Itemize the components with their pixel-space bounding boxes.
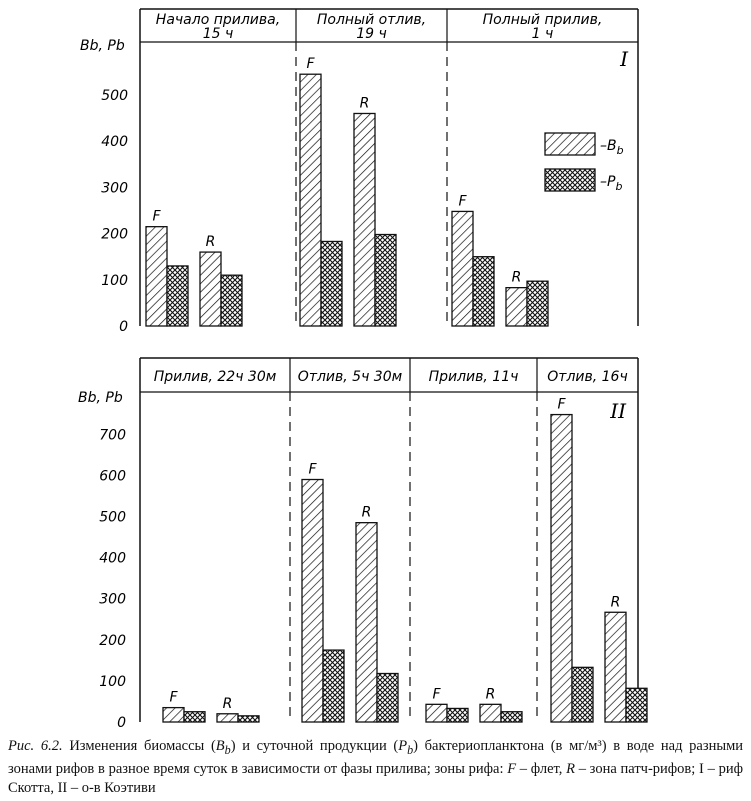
bar-production [501, 712, 522, 722]
bar-production [377, 674, 398, 722]
caption-text-1: Изменения биомассы ( [69, 738, 216, 754]
bar-zone-label: R [222, 695, 233, 712]
y-tick-label: 300 [99, 591, 126, 608]
y-tick-label: 700 [99, 427, 126, 444]
y-tick-label: 500 [101, 88, 128, 104]
group-header-time: 19 ч [356, 26, 387, 42]
bar-production [626, 688, 647, 722]
y-tick-label: 0 [119, 319, 128, 335]
caption-text-4: – флет, [516, 760, 567, 777]
bar-zone-label: F [557, 396, 566, 413]
caption-sub-p: b [407, 742, 414, 757]
bar-zone-label: R [610, 594, 621, 611]
bar-production [572, 667, 593, 722]
bar-biomass [506, 288, 527, 326]
bar-biomass [356, 523, 377, 722]
caption-var-b: B [215, 738, 225, 754]
y-tick-label: 0 [117, 715, 126, 731]
caption-sub-b: b [224, 742, 231, 757]
bar-zone-label: R [361, 504, 372, 521]
bar-biomass [551, 415, 572, 722]
group-header: Отлив, 16ч [547, 369, 628, 385]
group-header: Прилив, 22ч 30м [153, 369, 277, 385]
caption-text-2: ) и суточной продукции ( [230, 738, 399, 754]
caption-zone-f: F [507, 760, 517, 777]
group-header-time: 15 ч [202, 26, 234, 42]
bar-production [375, 235, 396, 326]
bar-production [323, 650, 344, 722]
panel-label: I [620, 47, 628, 71]
y-tick-label: 200 [99, 632, 126, 649]
bar-biomass [146, 227, 167, 326]
bar-biomass [605, 612, 626, 722]
bar-production [238, 716, 259, 722]
bar-zone-label: F [432, 686, 441, 703]
y-axis-label: Bb, Pb [78, 390, 123, 406]
caption-text-3: ) бактериопланктона (в мг/м³) в воде над разными зонами рифов в разное время суток в зависимости от фазы прилива; зоны рифа: [8, 738, 744, 777]
legend-swatch-Pb [545, 169, 595, 191]
y-tick-label: 400 [99, 550, 126, 567]
bar-production [167, 266, 188, 326]
caption-zone-r: R [566, 760, 575, 777]
bar-zone-label: F [308, 461, 317, 478]
panel-label: II [610, 399, 626, 423]
group-header: Полный отлив, [316, 12, 427, 28]
group-header: Прилив, 11ч [428, 369, 519, 385]
y-tick-label: 400 [101, 134, 128, 151]
bar-biomass [354, 113, 375, 326]
y-tick-label: 200 [101, 226, 128, 243]
bar-biomass [200, 252, 221, 326]
bar-zone-label: F [306, 56, 315, 73]
panel-I-chart [80, 9, 638, 335]
group-header: Начало прилива, [155, 12, 281, 28]
y-axis-label: Bb, Pb [80, 38, 125, 54]
bar-biomass [300, 74, 321, 326]
legend-label-Pb: $-P_b$ [600, 174, 623, 193]
bar-production [447, 708, 468, 722]
bar-biomass [163, 708, 184, 722]
bar-biomass [302, 480, 323, 722]
group-header: Полный прилив, [482, 12, 603, 28]
caption-text-5: – зона патч-рифов; I – риф Скотта, II – о-в Коэтиви [8, 760, 743, 796]
bar-zone-label: F [152, 208, 161, 225]
bar-production [221, 275, 242, 326]
bar-zone-label: R [511, 269, 522, 286]
caption-var-p: P [398, 738, 408, 754]
group-header: Отлив, 5ч 30м [297, 369, 403, 385]
group-header-time: 1 ч [531, 26, 554, 42]
bar-zone-label: R [359, 95, 370, 112]
y-tick-label: 100 [99, 673, 126, 690]
y-tick-label: 500 [99, 509, 126, 526]
bar-zone-label: F [169, 689, 178, 706]
bar-biomass [426, 704, 447, 722]
bar-zone-label: R [205, 234, 216, 251]
legend-label-Bb: $-B_b$ [600, 138, 624, 157]
y-tick-label: 600 [99, 468, 126, 485]
bar-biomass [452, 211, 473, 326]
figure-caption [8, 737, 743, 798]
caption-lead: Рис. 6.2. [8, 738, 63, 754]
bar-production [184, 712, 205, 722]
bar-zone-label: R [485, 686, 496, 703]
bar-biomass [480, 704, 501, 722]
bar-zone-label: F [458, 193, 467, 210]
bar-production [473, 257, 494, 326]
bar-production [527, 281, 548, 326]
y-tick-label: 100 [101, 272, 128, 289]
panel-II-chart [78, 358, 647, 731]
y-tick-label: 300 [101, 180, 128, 197]
bar-biomass [217, 714, 238, 722]
bar-production [321, 241, 342, 326]
legend-swatch-Bb [545, 133, 595, 155]
